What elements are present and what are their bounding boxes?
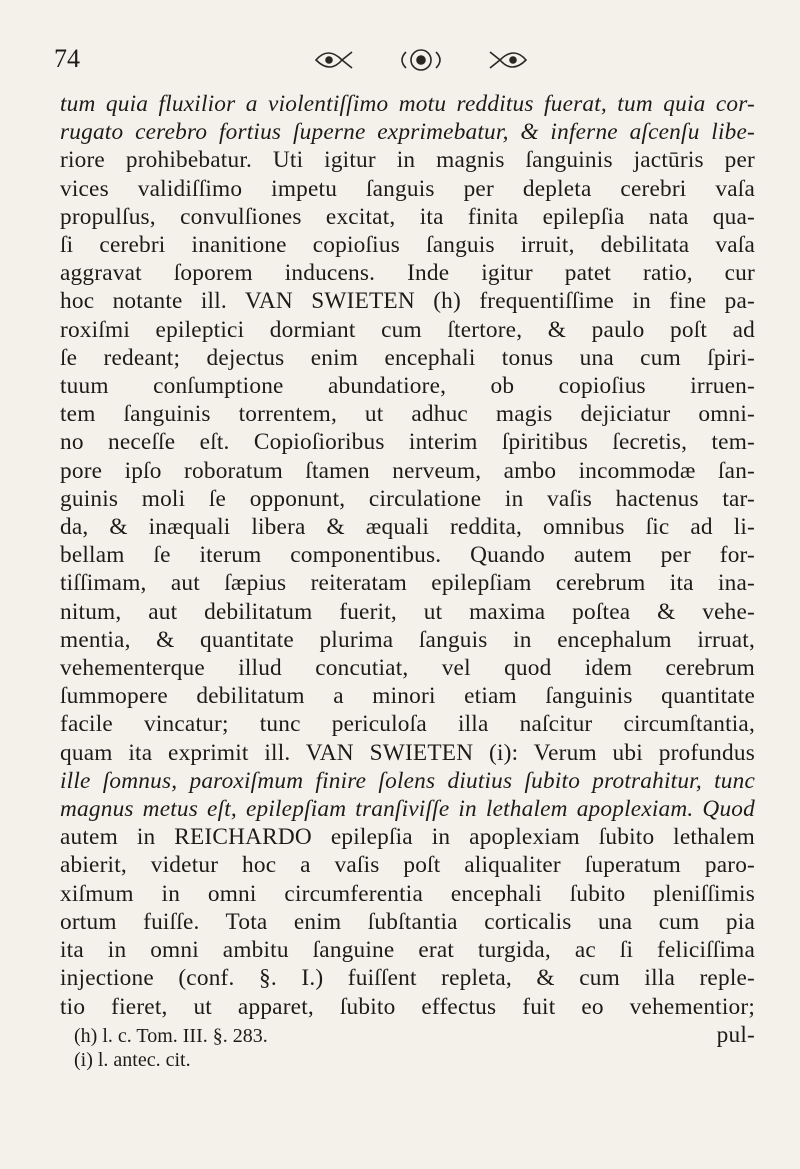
text-line: quam ita exprimit ill. VAN SWIETEN (i): Verum ubi profundus: [60, 739, 755, 766]
printers-ornament-icon: [306, 40, 536, 80]
text-line: magnus metus eſt, epilepſiam tranſiviſſe in lethalem apoplexiam. Quod: [60, 796, 755, 823]
text-line: ſi cerebri inanitione copioſius ſanguis irruit, debilitata vaſa: [60, 232, 755, 259]
text-line: mentia, & quantitate plurima ſanguis in encephalum irruat,: [60, 626, 755, 653]
text-line: vices validiſſimo impetu ſanguis per depleta cerebri vaſa: [60, 175, 755, 202]
text-line: facile vincatur; tunc periculoſa illa naſcitur circumſtantia,: [60, 711, 755, 738]
text-line: aggravat ſoporem inducens. Inde igitur patet ratio, cur: [60, 260, 755, 287]
page-header: [54, 40, 754, 80]
text-line: riore prohibebatur. Uti igitur in magnis ſanguinis jactūris per: [60, 147, 755, 174]
text-line: tum quia fluxilior a violentiſſimo motu redditus fuerat, tum quia cor-: [60, 91, 755, 117]
text-line: ille ſomnus, paroxiſmum finire ſolens diutius ſubito protrahitur, tunc: [60, 767, 755, 794]
text-line: tiſſimam, aut ſæpius reiteratam epilepſiam cerebrum ita ina-: [60, 570, 755, 597]
text-line: ſummopere debilitatum a minori etiam ſanguinis quantitate: [60, 683, 755, 710]
text-line: tem ſanguinis torrentem, ut adhuc magis dejiciatur omni-: [60, 401, 755, 428]
text-line: pore ipſo roboratum ſtamen nerveum, ambo incommodæ ſan-: [60, 457, 755, 484]
footnote-i: (i) l. antec. cit.: [74, 1049, 191, 1071]
text-line: bellam ſe iterum componentibus. Quando autem per for-: [60, 542, 755, 569]
text-line: ſe redeant; dejectus enim encephali tonus una cum ſpiri-: [60, 344, 755, 371]
text-line: vehementerque illud concutiat, vel quod idem cerebrum: [60, 655, 755, 682]
text-line: ortum fuiſſe. Tota enim ſubſtantia corticalis una cum pia: [60, 908, 755, 935]
footnotes: [74, 1024, 674, 1072]
text-line: abierit, videtur hoc a vaſis poſt aliqualiter ſuperatum paro-: [60, 852, 755, 879]
body-text: [60, 90, 755, 1049]
text-line: hoc notante ill. VAN SWIETEN (h) frequentiſſime in fine pa-: [60, 288, 755, 315]
text-line: autem in REICHARDO epilepſia in apoplexiam ſubito lethalem: [60, 824, 755, 851]
text-line: no neceſſe eſt. Copioſioribus interim ſpiritibus ſecretis, tem-: [60, 429, 755, 456]
text-line: tio fieret, ut apparet, ſubito effectus fuit eo vehementior;: [60, 993, 755, 1020]
text-line: ita in omni ambitu ſanguine erat turgida, ac ſi feliciſſima: [60, 937, 755, 964]
text-line: propulſus, convulſiones excitat, ita finita epilepſia nata qua-: [60, 203, 755, 230]
text-line: tuum conſumptione abundatiore, ob copioſius irruen-: [60, 373, 755, 400]
footnote-h: (h) l. c. Tom. III. §. 283.: [74, 1025, 268, 1047]
page-number: 74: [54, 44, 80, 73]
text-line: roxiſmi epileptici dormiant cum ſtertore, & paulo poſt ad: [60, 316, 755, 343]
text-line: xiſmum in omni circumferentia encephali ſubito pleniſſimis: [60, 880, 755, 907]
text-line: rugato cerebro fortius ſuperne exprimebatur, & inferne aſcenſu libe-: [60, 119, 755, 146]
text-line: da, & inæquali libera & æquali reddita, omnibus ſic ad li-: [60, 514, 755, 541]
text-line: guinis moli ſe opponunt, circulatione in vaſis hactenus tar-: [60, 485, 755, 512]
text-line: nitum, aut debilitatum fuerit, ut maxima poſtea & vehe-: [60, 598, 755, 625]
text-line: injectione (conf. §. I.) fuiſſent repleta, & cum illa reple-: [60, 965, 755, 992]
text-line: pul-: [716, 1021, 755, 1048]
